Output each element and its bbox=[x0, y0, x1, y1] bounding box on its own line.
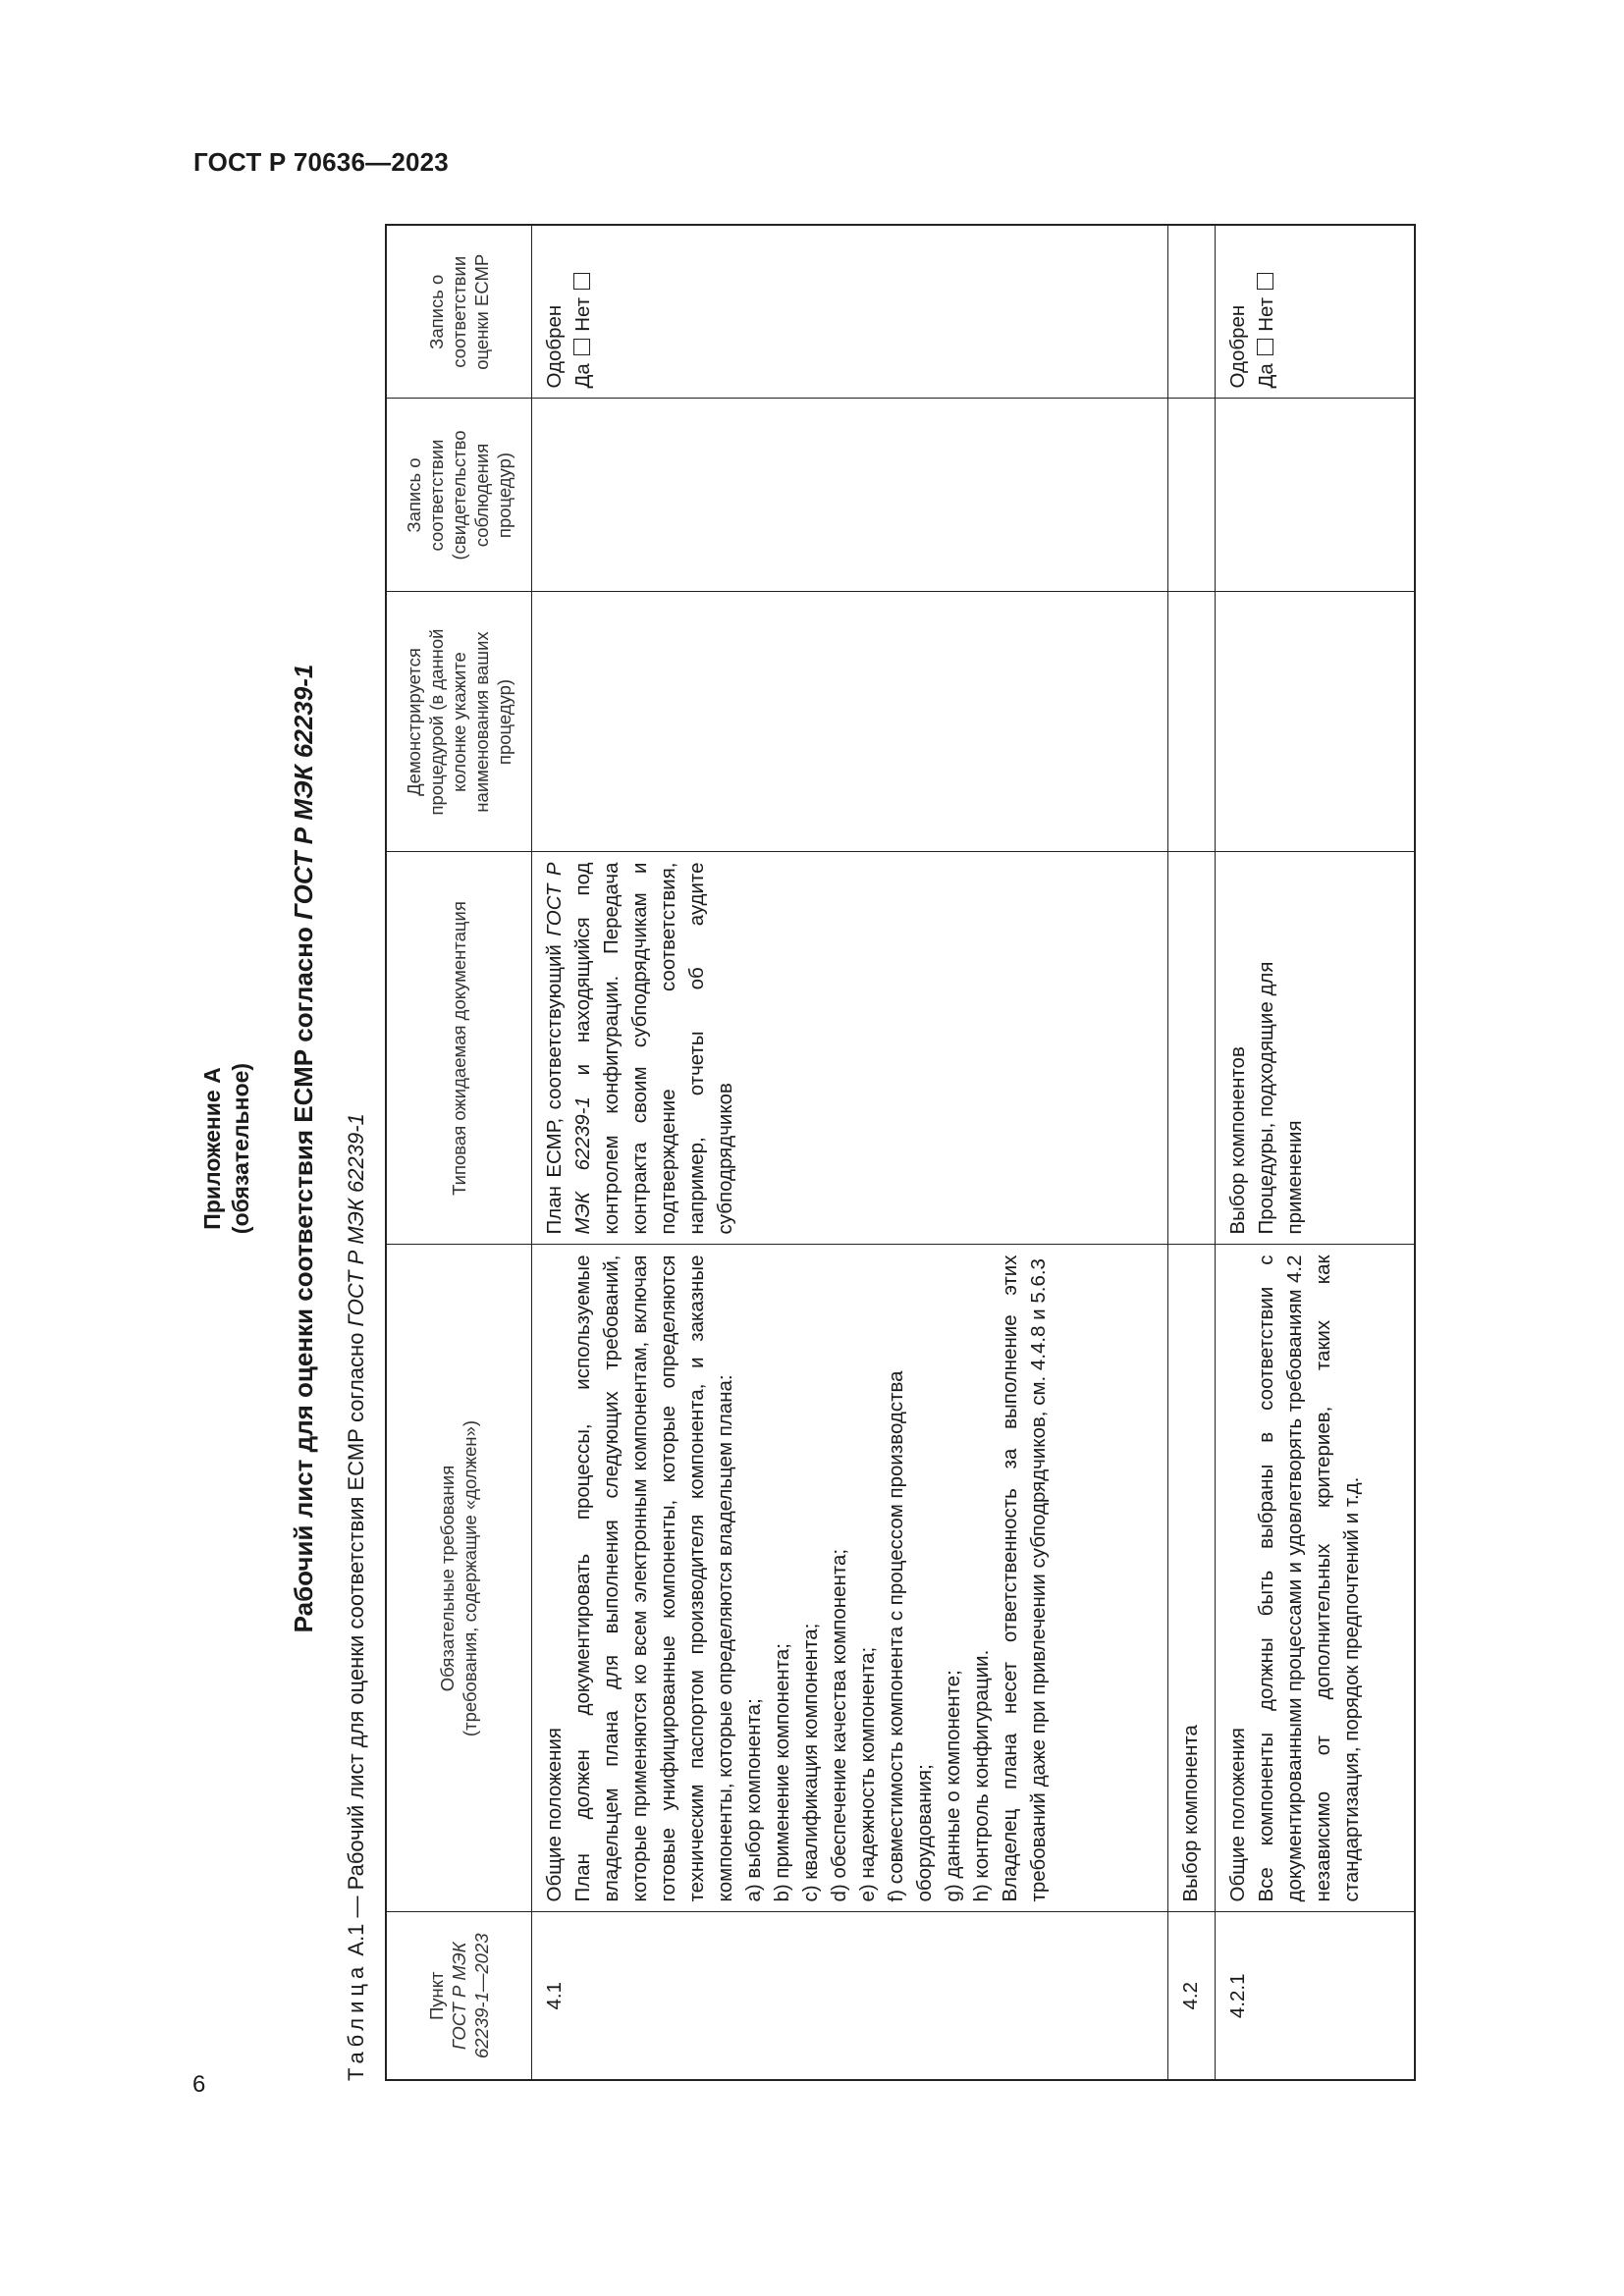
caption-number: А.1 bbox=[344, 1923, 368, 1956]
caption-standard: ГОСТ Р МЭК 62239-1 bbox=[344, 1113, 368, 1327]
row1-requirements bbox=[531, 1245, 1167, 1912]
row1-req-footer: Владелец плана несет ответственность за выполнение этих требований даже при привлечении субподрядчиков, см. 4.4.8 и 5.6.3 bbox=[998, 1255, 1050, 1902]
row3-clause: 4.2.1 bbox=[1215, 1912, 1415, 2080]
row3-req-body: Все компоненты должны быть выбраны в соответствии с документированными процессами и удовлетворять требованиям 4.2 независимо от дополнительных критериев, таких как стандартизация, порядок предпочтений и т.д. bbox=[1254, 1255, 1363, 1902]
req-item-g: g) данные о компоненте; bbox=[941, 1670, 964, 1902]
table-row bbox=[1215, 225, 1415, 2080]
req-item-a: а) выбор компонента; bbox=[741, 1698, 765, 1902]
appendix-note: (обязательное) bbox=[228, 1062, 253, 1235]
row3-documentation bbox=[1215, 852, 1415, 1245]
sheet-title bbox=[289, 216, 319, 2081]
table-caption bbox=[344, 1113, 369, 2081]
header-record-compliance: Запись о соответствии (свидетельство соблюдения процедур) bbox=[386, 399, 531, 592]
yes-checkbox-icon[interactable] bbox=[1257, 340, 1273, 356]
row3-approved-label: Одобрен bbox=[1225, 304, 1249, 389]
row1-req-body: План должен документировать процессы, используемые владельцем плана для выполнения следующих требований, которые применяются ко всем электронным компонентам, включая готовые унифицированные компоненты, которые определяются техническим паспортом производителя компонента, и заказные компоненты, которые определяются владельцем плана: bbox=[570, 1255, 736, 1902]
req-item-d: d) обеспечение качества компонента; bbox=[827, 1548, 850, 1902]
row1-no-label: Нет bbox=[570, 296, 594, 332]
row1-req-heading: Общие положения bbox=[542, 1727, 566, 1902]
row2-record-assessment bbox=[1167, 225, 1215, 399]
row3-doc-line1: Выбор компонентов bbox=[1225, 1046, 1249, 1235]
req-item-h: h) контроль конфигурации. bbox=[969, 1649, 993, 1902]
worksheet-table bbox=[385, 224, 1416, 2081]
rotated-content bbox=[189, 216, 1363, 2081]
req-item-f: f) совместимость компонента с процессом производства оборудования; bbox=[884, 1370, 936, 1902]
header-documentation: Типовая ожидаемая документация bbox=[386, 852, 531, 1245]
row1-approved-label: Одобрен bbox=[542, 304, 566, 389]
sheet-title-text: Рабочий лист для оценки соответствия ЕСМР согласно bbox=[289, 919, 318, 1633]
table-row bbox=[1167, 225, 1215, 2080]
row3-doc-line2: Процедуры, подходящие для применения bbox=[1254, 961, 1306, 1235]
header-requirements-line1: Обязательные требования bbox=[437, 1465, 459, 1692]
yes-checkbox-icon[interactable] bbox=[573, 340, 590, 356]
row3-no-label: Нет bbox=[1254, 296, 1277, 332]
row2-procedure bbox=[1167, 592, 1215, 852]
req-item-c: c) квалификация компонента; bbox=[798, 1623, 822, 1902]
header-clause-line2: ГОСТ Р МЭК 62239-1—2023 bbox=[448, 1933, 492, 2059]
row1-yes-no bbox=[568, 236, 597, 389]
row3-req-heading: Общие положения bbox=[1225, 1727, 1249, 1902]
req-item-e: e) надежность компонента; bbox=[855, 1646, 879, 1902]
req-item-b: b) применение компонента; bbox=[770, 1643, 793, 1902]
row1-procedure[interactable] bbox=[531, 592, 1167, 852]
row2-requirements: Выбор компонента bbox=[1167, 1245, 1215, 1912]
no-checkbox-icon[interactable] bbox=[573, 273, 590, 290]
row1-record-compliance[interactable] bbox=[531, 399, 1167, 592]
row3-requirements bbox=[1215, 1245, 1415, 1912]
row1-record-assessment bbox=[531, 225, 1167, 399]
caption-label: Таблица bbox=[344, 1961, 368, 2081]
header-record-assessment: Запись о соответствии оценки ЕСМР bbox=[386, 225, 531, 399]
row2-documentation bbox=[1167, 852, 1215, 1245]
table-header-row bbox=[386, 225, 531, 2080]
row1-doc-standard: ГОСТ Р МЭК 62239-1 bbox=[542, 862, 594, 1235]
document-header: ГОСТ Р 70636—2023 bbox=[193, 147, 449, 177]
page-number: 6 bbox=[192, 2071, 206, 2098]
header-requirements-line2: (требования, содержащие «должен») bbox=[460, 1419, 481, 1737]
row3-yes-no bbox=[1252, 236, 1280, 389]
appendix-heading bbox=[198, 216, 255, 2081]
caption-text: Рабочий лист для оценки соответствия ЕСМР согласно bbox=[344, 1326, 368, 1891]
appendix-title: Приложение А bbox=[199, 1067, 225, 1230]
row3-record-assessment bbox=[1215, 225, 1415, 399]
sheet-title-standard: ГОСТ Р МЭК 62239-1 bbox=[289, 664, 318, 920]
row1-doc-part2: и находящийся под контролем конфигурации. Передача контракта своим субподрядчикам и подтверждение соответствия, например, отчеты об аудите субподрядчиков bbox=[570, 862, 736, 1235]
row3-yes-label: Да bbox=[1254, 363, 1277, 389]
row1-clause: 4.1 bbox=[531, 1912, 1167, 2080]
header-clause bbox=[386, 1912, 531, 2080]
row3-procedure[interactable] bbox=[1215, 592, 1415, 852]
header-requirements bbox=[386, 1245, 531, 1912]
no-checkbox-icon[interactable] bbox=[1257, 273, 1273, 290]
table-row bbox=[531, 225, 1167, 2080]
row3-record-compliance[interactable] bbox=[1215, 399, 1415, 592]
header-clause-line1: Пункт bbox=[425, 1971, 447, 2021]
row2-clause: 4.2 bbox=[1167, 1912, 1215, 2080]
header-procedure: Демонстрируется процедурой (в данной колонке укажите наименования ваших процедур) bbox=[386, 592, 531, 852]
caption-dash: — bbox=[344, 1890, 368, 1924]
row2-record-compliance bbox=[1167, 399, 1215, 592]
row1-req-items bbox=[739, 1255, 996, 1902]
row1-doc-part1: План ЕСМР, соответствующий bbox=[542, 935, 566, 1235]
row1-documentation bbox=[531, 852, 1167, 1245]
row1-yes-label: Да bbox=[570, 363, 594, 389]
